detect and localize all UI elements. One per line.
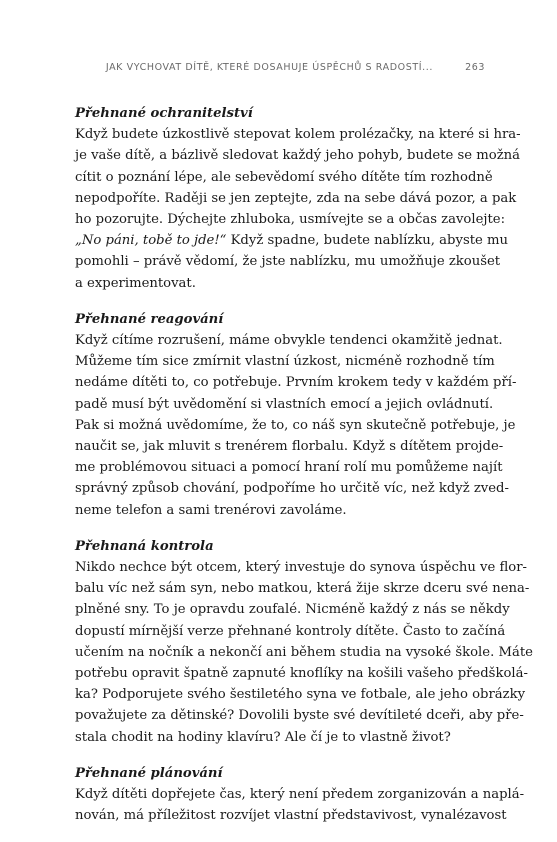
text-line: plněné sny. To je opravdu zoufalé. Nicméně každý z nás se někdy [75, 602, 510, 618]
text-line: Když budete úzkostlivě stepovat kolem prolézačky, na které si hra- [75, 127, 521, 143]
section-overprotection [75, 103, 521, 294]
text-line: ka? Podporujete svého šestiletého syna ve fotbale, ale jeho obrázky [75, 687, 526, 703]
section-overreacting [75, 309, 517, 521]
running-header [60, 62, 485, 78]
section-overplanning [75, 763, 525, 827]
text-line: cítit o poznání lépe, ale sebevědomí svého dítěte tím rozhodně [75, 169, 493, 185]
section-heading: Přehnané plánování [75, 765, 223, 781]
text-line: Když cítíme rozrušení, máme obvykle tendenci okamžitě jednat. [75, 333, 503, 349]
text-line: je vaše dítě, a bázlivě sledovat každý jeho pohyb, budete se možná [75, 148, 521, 164]
text-line: stala chodit na hodiny klavíru? Ale čí je to vlastně život? [75, 729, 451, 745]
text-line: ho pozorujte. Dýchejte zhluboka, usmívejte se a občas zavolejte: [75, 212, 506, 228]
text-line: správný způsob chování, podpoříme ho určitě víc, než když zved- [75, 481, 509, 497]
section-heading: Přehnané ochranitelství [75, 106, 253, 121]
italic-quote: „No páni, tobě to jde!“ [75, 233, 227, 249]
text-line: nepodpoříte. Raději se jen zeptejte, zda na sebe dává pozor, a pak [75, 190, 517, 206]
text-line: pomohli – právě vědomí, že jste nablízku, mu umožňuje zkoušet [75, 254, 501, 270]
text-line: dopustí mírnější verze přehnané kontroly dítěte. Často to začíná [75, 623, 506, 639]
text-line: Můžeme tím sice zmírnit vlastní úzkost, nicméně rozhodně tím [75, 354, 495, 370]
text-line: neme telefon a sami trenérovi zavoláme. [75, 502, 347, 518]
page-body [75, 103, 533, 842]
running-title: JAK VYCHOVAT DÍTĚ, KTERÉ DOSAHUJE ÚSPĚCHŮ S RADOSTÍ... [105, 62, 433, 73]
text-line: Nikdo nechce být otcem, který investuje do synova úspěchu ve flor- [75, 560, 527, 576]
text-line: považujete za dětinské? Dovolili byste své devítileté dceři, aby pře- [75, 708, 524, 724]
text-line: potřebu opravit špatně zapnuté knoflíky na košili vašeho předškolá- [75, 666, 528, 682]
text-line: a experimentovat. [75, 275, 196, 291]
section-heading: Přehnané reagování [75, 311, 224, 327]
text-line: padě musí být uvědomění si vlastních emocí a jejich ovládnutí. [75, 396, 494, 412]
text-line: Pak si možná uvědomíme, že to, co náš syn skutečně potřebuje, je [75, 417, 516, 433]
quote-line-rest: Když spadne, budete nablízku, abyste mu [226, 233, 509, 249]
text-line: učením na nočník a nekončí ani během studia na vysoké škole. Máte [75, 644, 533, 660]
text-line: nedáme dítěti to, co potřebuje. Prvním krokem tedy v každém pří- [75, 375, 517, 391]
text-line: nován, má příležitost rozvíjet vlastní představivost, vynalézavost [75, 808, 507, 824]
text-line: balu víc než sám syn, nebo matkou, která žije skrze dceru své nena- [75, 581, 530, 597]
page-number: 263 [465, 62, 485, 73]
text-line: naučit se, jak mluvit s trenérem florbalu. Když s dítětem projde- [75, 439, 504, 455]
section-overcontrol [75, 536, 533, 748]
text-line: me problémovou situaci a pomocí hraní rolí mu pomůžeme najít [75, 460, 503, 476]
text-line-with-quote [75, 230, 509, 251]
text-line: Když dítěti dopřejete čas, který není předem zorganizován a naplá- [75, 787, 525, 803]
section-heading: Přehnaná kontrola [75, 538, 214, 554]
